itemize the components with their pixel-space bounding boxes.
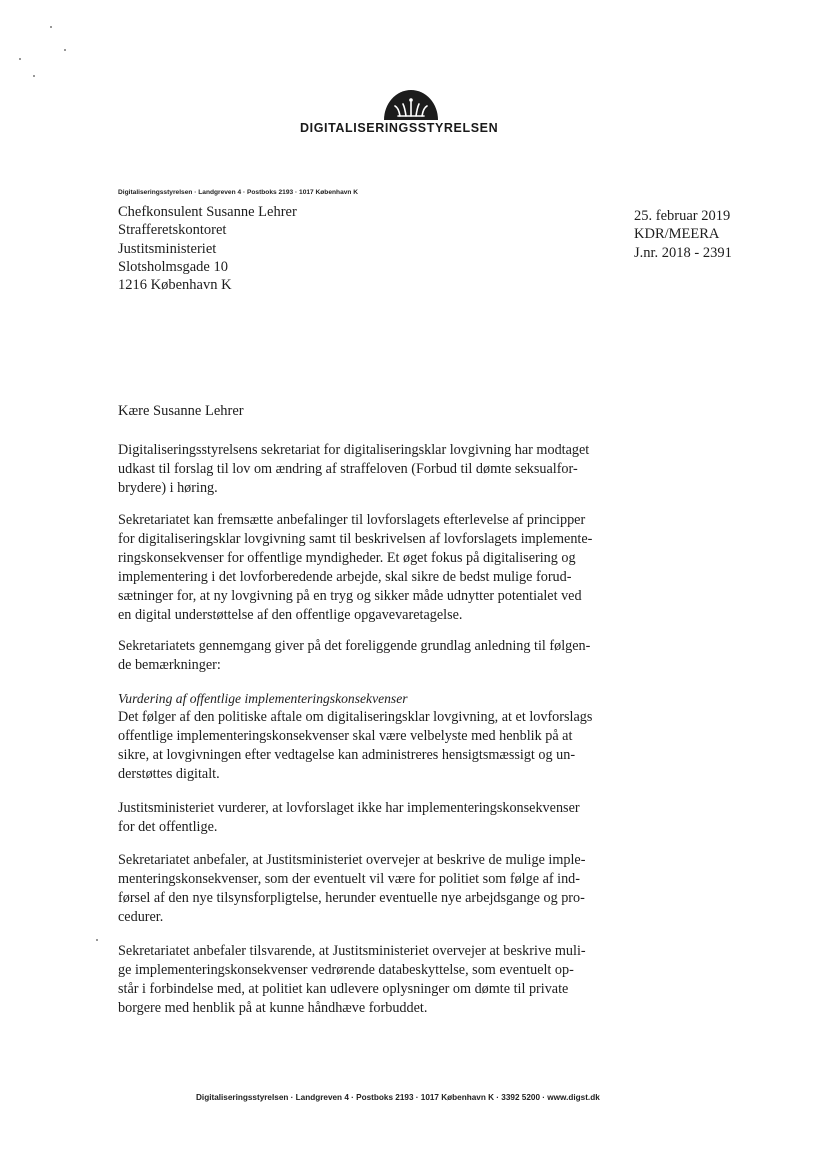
section <box>118 689 592 784</box>
text-line: en digital understøttelse af den offentlige opgavevaretagelse. <box>118 607 463 624</box>
text-line: Sekretariatets gennemgang giver på det foreliggende grundlag anledning til følgen- <box>118 638 591 654</box>
text-line: ge implementeringskonsekvenser vedrørende databeskyttelse, som eventuelt op- <box>118 962 574 979</box>
letter-date: 25. februar 2019 <box>634 208 731 224</box>
text-line: Sekretariatet kan fremsætte anbefalinger til lovforslagets efterlevelse af principper <box>118 512 586 528</box>
text-line: Sekretariatet anbefaler, at Justitsministeriet overvejer at beskrive de mulige imple- <box>118 852 586 868</box>
recipient-line: 1216 København K <box>118 277 232 294</box>
letter-reference: KDR/MEERA <box>634 226 720 243</box>
text-line: Sekretariatet anbefaler tilsvarende, at Justitsministeriet overvejer at beskrive muli- <box>118 943 586 959</box>
paragraph <box>118 441 589 498</box>
journal-number: J.nr. 2018 - 2391 <box>634 244 732 261</box>
section-heading: Vurdering af offentlige implementeringskonsekvenser <box>118 691 408 706</box>
text-line: står i forbindelse med, at politiet kan udlevere oplysninger om dømte til private <box>118 981 569 998</box>
paragraph <box>118 637 590 675</box>
text-line: sikre, at lovgivningen efter vedtagelse kan administreres hensigtsmæssigt og un- <box>118 747 576 764</box>
text-line: offentlige implementeringskonsekvenser skal være velbelyste med henblik på at <box>118 728 573 745</box>
recipient-line: Strafferetskontoret <box>118 222 227 239</box>
salutation: Kære Susanne Lehrer <box>118 403 244 419</box>
scan-speck <box>19 58 21 60</box>
page-footer: Digitaliseringsstyrelsen · Landgreven 4 · Postboks 2193 · 1017 København K · 3392 5200 · www.digst.dk <box>196 1093 600 1102</box>
recipient-line: Chefkonsulent Susanne Lehrer <box>118 204 297 220</box>
org-name: DIGITALISERINGSSTYRELSEN <box>300 121 499 135</box>
text-line: førsel af den nye tilsynsforpligtelse, herunder eventuelle nye arbejdsgange og pro- <box>118 890 585 907</box>
scan-speck <box>33 75 35 77</box>
text-line: cedurer. <box>118 909 164 926</box>
text-line: de bemærkninger: <box>118 657 221 674</box>
paragraph <box>118 942 586 1018</box>
scan-speck <box>50 26 52 28</box>
crown-icon <box>384 86 438 120</box>
recipient-address <box>118 203 297 294</box>
text-line: Justitsministeriet vurderer, at lovforslaget ikke har implementeringskonsekvenser <box>118 800 580 816</box>
text-line: implementering i det lovforberedende arbejde, skal sikre de bedst mulige forud- <box>118 569 572 586</box>
text-line: menteringskonsekvenser, som der eventuelt vil være for politiet som følge af ind- <box>118 871 580 888</box>
recipient-line: Justitsministeriet <box>118 240 217 257</box>
letter-meta <box>634 207 732 262</box>
text-line: udkast til forslag til lov om ændring af straffeloven (Forbud til dømte seksualfor- <box>118 461 578 478</box>
paragraph <box>118 799 580 837</box>
text-line: Det følger af den politiske aftale om digitaliseringsklar lovgivning, at et lovforslags <box>118 709 593 726</box>
text-line: sætninger for, at ny lovgivning på en tryg og sikker måde udnytter potentialet ved <box>118 588 582 605</box>
text-line: brydere) i høring. <box>118 480 218 497</box>
text-line: Digitaliseringsstyrelsens sekretariat for digitaliseringsklar lovgivning har modtaget <box>118 442 590 458</box>
return-address: Digitaliseringsstyrelsen · Landgreven 4 · Postboks 2193 · 1017 København K <box>118 189 359 196</box>
text-line: ringskonsekvenser for offentlige myndigheder. Et øget fokus på digitalisering og <box>118 550 576 567</box>
paragraph <box>118 851 585 927</box>
text-line: borgere med henblik på at kunne håndhæve forbuddet. <box>118 1000 428 1017</box>
scan-speck <box>64 49 66 51</box>
text-line: for det offentlige. <box>118 819 218 836</box>
text-line: derstøttes digitalt. <box>118 766 220 783</box>
text-line: for digitaliseringsklar lovgivning samt til beskrivelsen af lovforslagets implemente- <box>118 531 593 548</box>
recipient-line: Slotsholmsgade 10 <box>118 258 228 275</box>
scan-speck <box>96 939 98 941</box>
paragraph <box>118 511 592 626</box>
